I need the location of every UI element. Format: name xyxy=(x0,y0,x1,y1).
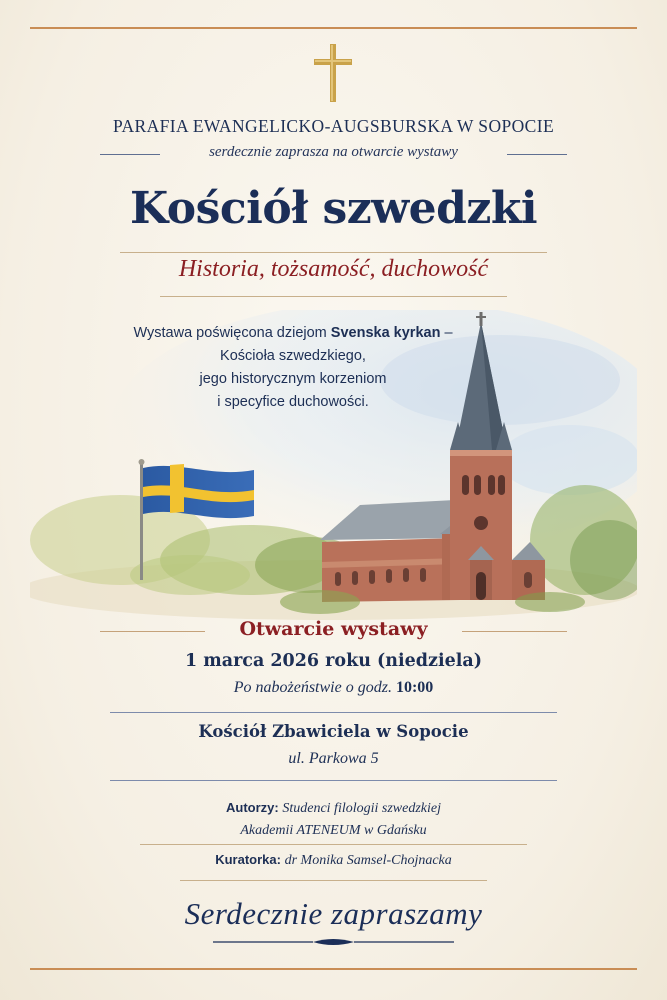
exhibition-subtitle: Historia, tożsamość, duchowość xyxy=(178,256,489,282)
invitation-line-left xyxy=(100,154,160,155)
credits-divider xyxy=(140,844,527,845)
desc-svenska-kyrkan: Svenska kyrkan xyxy=(330,325,441,341)
authors-line2: Akademii ATENEUM w Gdańsku xyxy=(240,823,427,838)
invitation-text: serdecznie zaprasza na otwarcie wystawy xyxy=(209,144,458,160)
opening-time-value: 10:00 xyxy=(395,679,434,696)
desc-line4: i specyfice duchowości. xyxy=(217,394,369,410)
opening-line-left xyxy=(100,631,205,632)
closing-greeting: Serdecznie zapraszamy xyxy=(184,896,483,931)
invitation-row xyxy=(100,143,567,165)
cross-icon xyxy=(312,44,354,102)
curator-divider xyxy=(180,880,487,881)
title-rule xyxy=(120,252,547,253)
top-border-rule xyxy=(30,27,637,29)
invitation-line-right xyxy=(507,154,567,155)
opening-heading-row xyxy=(100,617,567,647)
exhibition-description xyxy=(108,322,478,414)
bottom-border-rule xyxy=(30,968,637,970)
swedish-flag xyxy=(143,464,254,518)
flourish-ornament xyxy=(213,936,454,948)
desc-line1-suffix: – xyxy=(440,325,453,341)
curator-credit xyxy=(0,852,667,869)
authors-credit xyxy=(0,797,667,841)
authors-label: Autorzy: xyxy=(226,800,279,815)
desc-line1-prefix: Wystawa poświęcona dziejom xyxy=(133,325,331,341)
opening-line-right xyxy=(462,631,567,632)
authors-line1: Studenci filologii szwedzkiej xyxy=(282,801,441,816)
opening-date: 1 marca 2026 roku (niedziela) xyxy=(184,651,483,671)
opening-heading: Otwarcie wystawy xyxy=(239,618,428,640)
subtitle-rule xyxy=(160,296,507,297)
desc-line3: jego historycznym korzeniom xyxy=(199,371,387,387)
opening-time xyxy=(0,679,667,697)
curator-name: dr Monika Samsel-Chojnacka xyxy=(284,853,452,868)
desc-line2: Kościoła szwedzkiego, xyxy=(220,348,366,364)
venue-street: ul. Parkowa 5 xyxy=(288,750,379,767)
venue-divider-bottom xyxy=(110,780,557,781)
venue-name: Kościół Zbawiciela w Sopocie xyxy=(198,722,469,741)
venue-divider-top xyxy=(110,712,557,713)
opening-time-prefix: Po nabożeństwie o godz. xyxy=(233,679,396,696)
organization-name: PARAFIA EWANGELICKO-AUGSBURSKA W SOPOCIE xyxy=(112,116,555,136)
curator-label: Kuratorka: xyxy=(215,852,281,867)
exhibition-title: Kościół szwedzki xyxy=(129,183,538,234)
